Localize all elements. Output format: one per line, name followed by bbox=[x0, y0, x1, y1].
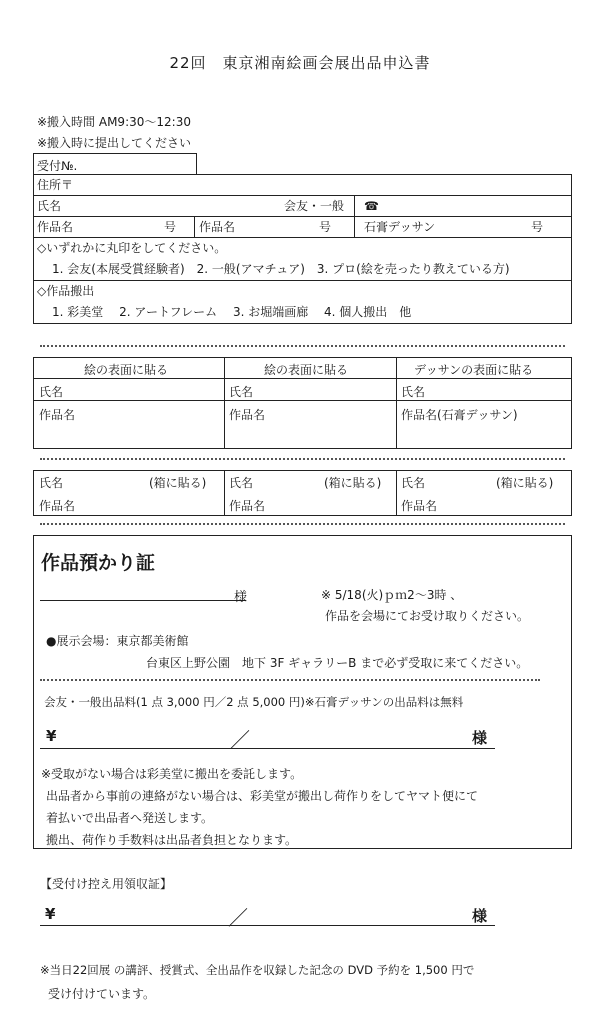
stub-underline bbox=[40, 925, 495, 926]
reception-no-label: 受付№. bbox=[37, 159, 78, 173]
box-label-3: (箱に貼る) bbox=[496, 476, 554, 490]
label-header-3: デッサンの表面に貼る bbox=[414, 363, 534, 377]
receipt-note-3: 着払いで出品者へ発送します。 bbox=[46, 811, 214, 825]
footer-line-1: ※当日22回展 の講評、授賞式、全出品作を収録した記念の DVD 予約を 1,500 円で bbox=[40, 963, 475, 977]
name-label: 氏名 bbox=[37, 199, 62, 213]
box-label-1: (箱に貼る) bbox=[149, 476, 207, 490]
receipt-sama: 様 bbox=[234, 590, 248, 605]
box-work-3: 作品名 bbox=[401, 499, 438, 513]
carry-out-heading: ◇作品搬出 bbox=[37, 284, 95, 298]
cut-line-3 bbox=[40, 523, 565, 525]
label-name-3: 氏名 bbox=[401, 385, 426, 399]
application-form bbox=[33, 174, 572, 324]
stub-title: 【受付け控え用領収証】 bbox=[40, 877, 173, 891]
venue-detail: 台東区上野公園 地下 3F ギャラリーB まで必ず受取に来てください。 bbox=[146, 656, 529, 670]
box-name-3: 氏名 bbox=[401, 476, 426, 490]
venue: ●展示会場：東京都美術館 bbox=[46, 634, 189, 648]
receipt-note-4: 搬出、荷作り手数料は出品者負担となります。 bbox=[46, 833, 298, 847]
box-label-table bbox=[33, 470, 572, 516]
number-label-1: 号 bbox=[164, 220, 177, 234]
stub-yen: ¥ bbox=[45, 905, 56, 923]
receipt-slash: ／ bbox=[230, 728, 250, 752]
label-name-1: 氏名 bbox=[39, 385, 64, 399]
fee-text: 会友・一般出品料(1 点 3,000 円／2 点 5,000 円)※石膏デッサンの出品料は無料 bbox=[44, 695, 464, 709]
label-work-1: 作品名 bbox=[39, 408, 76, 422]
submit-note: ※搬入時に提出してください bbox=[37, 136, 192, 150]
receipt-dotted bbox=[40, 679, 540, 681]
number-label-3: 号 bbox=[531, 220, 544, 234]
cut-line-1 bbox=[40, 345, 565, 347]
label-work-2: 作品名 bbox=[229, 408, 266, 422]
label-work-3: 作品名(石膏デッサン) bbox=[401, 408, 518, 422]
label-table bbox=[33, 357, 572, 449]
number-label-2: 号 bbox=[319, 220, 332, 234]
work-row[interactable] bbox=[34, 217, 571, 238]
phone-icon: ☎ bbox=[364, 199, 379, 213]
work-name-label-1: 作品名 bbox=[37, 220, 74, 234]
category-row[interactable] bbox=[34, 238, 571, 281]
reception-no-box[interactable] bbox=[33, 153, 197, 174]
carry-in-time-note: ※搬入時間 AM9:30～12:30 bbox=[37, 115, 191, 129]
receipt-yen: ¥ bbox=[46, 727, 57, 745]
work-name-label-2: 作品名 bbox=[199, 220, 236, 234]
pickup-note: 作品を会場にてお受け取りください。 bbox=[325, 609, 530, 623]
cut-line-2 bbox=[40, 458, 565, 460]
page-title: 22回 東京湘南絵画会展出品申込書 bbox=[169, 54, 431, 72]
receipt-amount-sama: 様 bbox=[472, 729, 488, 747]
circle-instruction: ◇いずれかに丸印をしてください。 bbox=[37, 241, 227, 255]
receipt-title: 作品預かり証 bbox=[41, 552, 156, 574]
category-options: 1. 会友(本展受賞経験者) 2. 一般(アマチュア) 3. プロ(絵を売ったり教えている方) bbox=[52, 262, 510, 276]
label-name-2: 氏名 bbox=[229, 385, 254, 399]
receipt-note-1: ※受取がない場合は彩美堂に搬出を委託します。 bbox=[41, 767, 303, 781]
footer-line-2: 受け付けています。 bbox=[48, 987, 156, 1001]
box-work-2: 作品名 bbox=[229, 499, 266, 513]
member-general-label: 会友・一般 bbox=[284, 199, 345, 213]
stub-slash: ／ bbox=[228, 906, 248, 930]
box-name-1: 氏名 bbox=[39, 476, 64, 490]
label-header-2: 絵の表面に貼る bbox=[264, 363, 349, 377]
pickup-time: ※ 5/18(火)ｐｍ2～3時 、 bbox=[321, 588, 463, 602]
address-row[interactable] bbox=[34, 175, 571, 196]
plaster-label: 石膏デッサン bbox=[364, 220, 436, 234]
box-label-2: (箱に貼る) bbox=[324, 476, 382, 490]
address-label: 住所〒 bbox=[37, 178, 74, 192]
carry-out-row[interactable] bbox=[34, 281, 571, 323]
box-name-2: 氏名 bbox=[229, 476, 254, 490]
name-row[interactable] bbox=[34, 196, 571, 217]
label-header-1: 絵の表面に貼る bbox=[84, 363, 169, 377]
carry-out-options: 1. 彩美堂 2. アートフレーム 3. お堀端画廊 4. 個人搬出 他 bbox=[52, 305, 412, 319]
receipt-note-2: 出品者から事前の連絡がない場合は、彩美堂が搬出し荷作りをしてヤマト便にて bbox=[46, 789, 479, 803]
box-work-1: 作品名 bbox=[39, 499, 76, 513]
stub-sama: 様 bbox=[472, 907, 488, 925]
receipt-box bbox=[33, 535, 572, 849]
